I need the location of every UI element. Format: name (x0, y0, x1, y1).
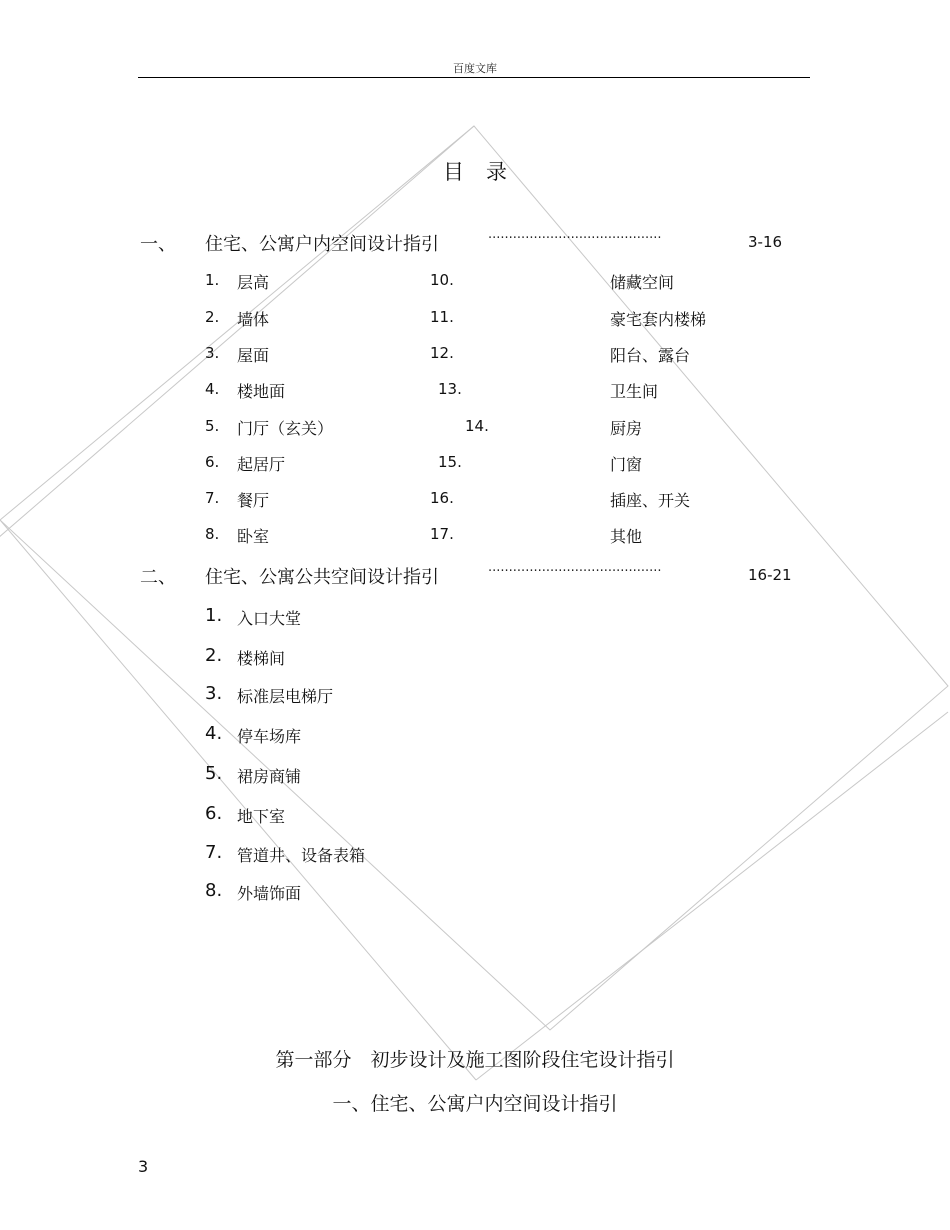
s1-item-15-num: 15. (438, 453, 462, 471)
s2-item-7-text: 管道井、设备表箱 (237, 846, 366, 865)
s1-item-14-text: 厨房 (610, 419, 643, 438)
s1-item-17-text: 其他 (610, 527, 643, 546)
section-1-number: 一、 (140, 234, 176, 255)
s2-item-8-num: 8. (205, 880, 223, 901)
s2-item-6-num: 6. (205, 803, 223, 824)
s1-item-12-text: 阳台、露台 (610, 346, 691, 365)
s2-item-3-text: 标准层电梯厅 (237, 687, 334, 706)
s1-item-3-num: 3. (205, 344, 220, 362)
s1-item-13-text: 卫生间 (610, 382, 659, 401)
s1-item-1-text: 层高 (237, 273, 270, 292)
s1-item-8-num: 8. (205, 525, 220, 543)
s1-item-4-text: 楼地面 (237, 382, 286, 401)
section-1-pages: 3-16 (748, 233, 783, 251)
section-2-title: 住宅、公寓公共空间设计指引 (205, 567, 439, 588)
s1-item-4-num: 4. (205, 380, 220, 398)
s2-item-2-num: 2. (205, 645, 223, 666)
s1-item-2-text: 墙体 (237, 310, 270, 329)
s1-item-16-text: 插座、开关 (610, 491, 691, 510)
section-2-pages: 16-21 (748, 566, 792, 584)
s1-item-15-text: 门窗 (610, 455, 643, 474)
page-number: 3 (138, 1157, 149, 1176)
s2-item-5-text: 裙房商铺 (237, 767, 302, 786)
s1-item-5-text: 门厅（玄关） (237, 419, 334, 438)
section-1-title: 住宅、公寓户内空间设计指引 (205, 234, 439, 255)
s2-item-3-num: 3. (205, 683, 223, 704)
s2-item-8-text: 外墙饰面 (237, 884, 302, 903)
s1-item-7-num: 7. (205, 489, 220, 507)
s1-item-3-text: 屋面 (237, 346, 270, 365)
header-site-name: 百度文库 (453, 62, 497, 75)
header-rule (138, 77, 810, 78)
s1-item-12-num: 12. (430, 344, 454, 362)
s1-item-10-text: 储藏空间 (610, 273, 675, 292)
s1-item-11-num: 11. (430, 308, 454, 326)
s1-item-7-text: 餐厅 (237, 491, 270, 510)
section-2-leader: ·········································· (488, 564, 662, 579)
s2-item-5-num: 5. (205, 763, 223, 784)
s2-item-2-text: 楼梯间 (237, 649, 286, 668)
s1-item-1-num: 1. (205, 271, 220, 289)
s1-item-6-num: 6. (205, 453, 220, 471)
section-2-number: 二、 (140, 567, 176, 588)
s1-item-6-text: 起居厅 (237, 455, 286, 474)
toc-title: 目录 (443, 160, 529, 184)
s2-item-1-text: 入口大堂 (237, 609, 302, 628)
s2-item-7-num: 7. (205, 842, 223, 863)
part-heading: 第一部分 初步设计及施工图阶段住宅设计指引 (275, 1049, 675, 1071)
s1-item-13-num: 13. (438, 380, 462, 398)
s1-item-10-num: 10. (430, 271, 454, 289)
s1-item-5-num: 5. (205, 417, 220, 435)
s1-item-14-num: 14. (465, 417, 489, 435)
s1-item-16-num: 16. (430, 489, 454, 507)
s1-item-17-num: 17. (430, 525, 454, 543)
s2-item-4-num: 4. (205, 723, 223, 744)
s1-item-2-num: 2. (205, 308, 220, 326)
s1-item-8-text: 卧室 (237, 527, 270, 546)
s2-item-6-text: 地下室 (237, 807, 286, 826)
section-1-leader: ·········································· (488, 231, 662, 246)
s2-item-4-text: 停车场库 (237, 727, 302, 746)
part-subheading: 一、住宅、公寓户内空间设计指引 (332, 1093, 618, 1115)
s2-item-1-num: 1. (205, 605, 223, 626)
s1-item-11-text: 豪宅套内楼梯 (610, 310, 707, 329)
